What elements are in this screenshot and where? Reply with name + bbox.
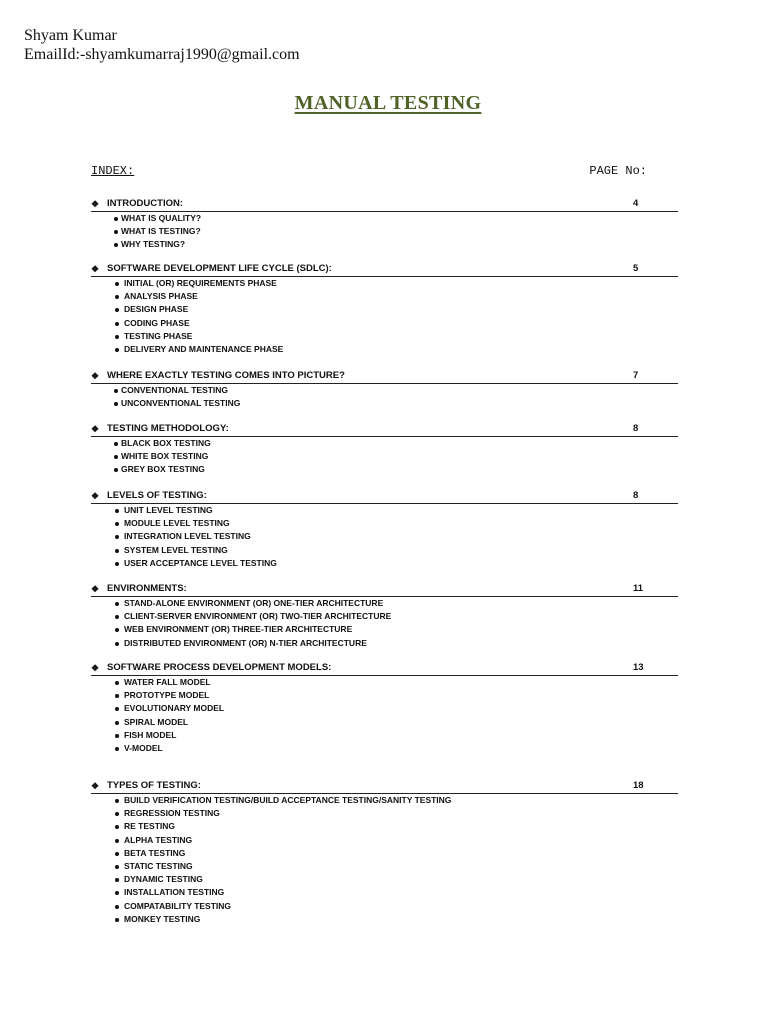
toc-section-page: 4 bbox=[633, 198, 639, 209]
toc-list-item[interactable] bbox=[91, 343, 678, 356]
bullet-dot-icon bbox=[115, 615, 119, 619]
toc-section bbox=[91, 198, 678, 252]
toc-list-item[interactable] bbox=[91, 597, 678, 610]
toc-section-title: SOFTWARE PROCESS DEVELOPMENT MODELS: bbox=[107, 662, 332, 673]
toc-list-item[interactable] bbox=[91, 637, 678, 650]
toc-section bbox=[91, 423, 678, 477]
toc-item-label: INSTALLATION TESTING bbox=[124, 887, 225, 898]
toc-item-label: BETA TESTING bbox=[124, 847, 186, 858]
bullet-dot-icon bbox=[115, 852, 119, 856]
toc-list-item[interactable] bbox=[91, 437, 678, 450]
toc-section-title: ENVIRONMENTS: bbox=[107, 583, 187, 594]
toc-section-heading[interactable] bbox=[91, 583, 678, 597]
toc-list-item[interactable] bbox=[91, 544, 678, 557]
toc-item-label: V-MODEL bbox=[124, 742, 163, 753]
author-email: EmailId:-shyamkumarraj1990@gmail.com bbox=[24, 46, 300, 63]
toc-list-item[interactable] bbox=[91, 450, 678, 463]
diamond-bullet-icon: ❖ bbox=[91, 264, 100, 274]
diamond-bullet-icon: ❖ bbox=[91, 199, 100, 209]
toc-item-label: SYSTEM LEVEL TESTING bbox=[124, 544, 228, 555]
toc-section bbox=[91, 370, 678, 410]
toc-list-item[interactable] bbox=[91, 225, 678, 238]
toc-list-item[interactable] bbox=[91, 557, 678, 570]
toc-section-title: LEVELS OF TESTING: bbox=[107, 490, 207, 501]
toc-section-page: 7 bbox=[633, 370, 639, 381]
index-header bbox=[91, 164, 647, 178]
toc-item-label: DYNAMIC TESTING bbox=[124, 874, 203, 885]
bullet-dot-icon bbox=[115, 721, 119, 725]
toc-item-label: MONKEY TESTING bbox=[124, 913, 201, 924]
bullet-dot-icon bbox=[115, 335, 119, 339]
bullet-dot-icon bbox=[115, 905, 119, 909]
bullet-dot-icon bbox=[115, 522, 119, 526]
bullet-dot-icon bbox=[115, 734, 119, 738]
toc-section-heading[interactable] bbox=[91, 263, 678, 277]
toc-section bbox=[91, 662, 678, 755]
diamond-bullet-icon: ❖ bbox=[91, 584, 100, 594]
toc-section-title: INTRODUCTION: bbox=[107, 198, 183, 209]
toc-list-item[interactable] bbox=[91, 886, 678, 899]
toc-list-item[interactable] bbox=[91, 794, 678, 807]
toc-item-label: STAND-ALONE ENVIRONMENT (OR) ONE-TIER ARCHITECTURE bbox=[124, 598, 384, 608]
bullet-dot-icon bbox=[115, 562, 119, 566]
toc-list-item[interactable] bbox=[91, 873, 678, 886]
toc-list-item[interactable] bbox=[91, 860, 678, 873]
toc-item-list bbox=[91, 597, 678, 650]
toc-section bbox=[91, 780, 678, 926]
toc-list-item[interactable] bbox=[91, 238, 678, 251]
page-no-label: PAGE No: bbox=[589, 164, 647, 178]
toc-list-item[interactable] bbox=[91, 807, 678, 820]
index-label: INDEX: bbox=[91, 164, 135, 178]
toc-list-item[interactable] bbox=[91, 463, 678, 476]
toc-list-item[interactable] bbox=[91, 517, 678, 530]
bullet-dot-icon bbox=[115, 865, 119, 869]
toc-item-label: INTEGRATION LEVEL TESTING bbox=[124, 531, 251, 542]
toc-item-label: WHY TESTING? bbox=[121, 239, 186, 250]
toc-list-item[interactable] bbox=[91, 330, 678, 343]
toc-list-item[interactable] bbox=[91, 317, 678, 330]
toc-item-label: DESIGN PHASE bbox=[124, 304, 189, 315]
bullet-dot-icon bbox=[115, 707, 119, 711]
toc-item-label: MODULE LEVEL TESTING bbox=[124, 518, 230, 529]
toc-item-label: UNCONVENTIONAL TESTING bbox=[121, 398, 241, 409]
toc-section-page: 8 bbox=[633, 423, 639, 434]
toc-item-label: SPIRAL MODEL bbox=[124, 716, 189, 727]
bullet-dot-icon bbox=[115, 747, 119, 751]
toc-list-item[interactable] bbox=[91, 702, 678, 715]
bullet-dot-icon bbox=[114, 389, 118, 393]
bullet-dot-icon bbox=[115, 322, 119, 326]
toc-list-item[interactable] bbox=[91, 676, 678, 689]
diamond-bullet-icon: ❖ bbox=[91, 781, 100, 791]
toc-list-item[interactable] bbox=[91, 716, 678, 729]
bullet-dot-icon bbox=[115, 535, 119, 539]
toc-item-label: FISH MODEL bbox=[124, 729, 177, 740]
toc-item-label: ANALYSIS PHASE bbox=[124, 291, 198, 302]
toc-item-label: DISTRIBUTED ENVIRONMENT (OR) N-TIER ARCHITECTURE bbox=[124, 637, 367, 648]
toc-list-item[interactable] bbox=[91, 530, 678, 543]
toc-item-list bbox=[91, 384, 678, 410]
toc-list-item[interactable] bbox=[91, 504, 678, 517]
toc-list-item[interactable] bbox=[91, 397, 678, 410]
toc-list-item[interactable] bbox=[91, 290, 678, 303]
toc-item-label: CONVENTIONAL TESTING bbox=[121, 385, 229, 395]
bullet-dot-icon bbox=[115, 295, 119, 299]
author-name: Shyam Kumar bbox=[24, 27, 117, 44]
toc-list-item[interactable] bbox=[91, 623, 678, 636]
toc-item-label: INITIAL (OR) REQUIREMENTS PHASE bbox=[124, 278, 277, 288]
toc-section bbox=[91, 490, 678, 570]
toc-section-page: 13 bbox=[633, 662, 644, 673]
toc-list-item[interactable] bbox=[91, 303, 678, 316]
toc-section-heading[interactable] bbox=[91, 780, 678, 794]
toc-item-label: WHITE BOX TESTING bbox=[121, 451, 209, 462]
toc-item-label: BLACK BOX TESTING bbox=[121, 438, 211, 448]
toc-list-item[interactable] bbox=[91, 277, 678, 290]
toc-item-label: ALPHA TESTING bbox=[124, 834, 193, 845]
bullet-dot-icon bbox=[115, 812, 119, 816]
bullet-dot-icon bbox=[115, 694, 119, 698]
toc-section-page: 5 bbox=[633, 263, 639, 274]
toc-section-heading[interactable] bbox=[91, 370, 678, 384]
toc-list-item[interactable] bbox=[91, 847, 678, 860]
bullet-dot-icon bbox=[114, 217, 118, 221]
toc-item-label: WEB ENVIRONMENT (OR) THREE-TIER ARCHITECTURE bbox=[124, 624, 353, 635]
toc-item-label: RE TESTING bbox=[124, 821, 176, 832]
document-title: MANUAL TESTING bbox=[294, 92, 482, 114]
toc-section-page: 8 bbox=[633, 490, 639, 501]
toc-list-item[interactable] bbox=[91, 900, 678, 913]
bullet-dot-icon bbox=[115, 509, 119, 513]
bullet-dot-icon bbox=[115, 681, 119, 685]
bullet-dot-icon bbox=[114, 442, 118, 446]
toc-list-item[interactable] bbox=[91, 742, 678, 755]
toc-section bbox=[91, 263, 678, 356]
bullet-dot-icon bbox=[115, 891, 119, 895]
toc-item-label: STATIC TESTING bbox=[124, 860, 193, 871]
toc-item-label: CLIENT-SERVER ENVIRONMENT (OR) TWO-TIER ARCHITECTURE bbox=[124, 611, 392, 622]
diamond-bullet-icon: ❖ bbox=[91, 663, 100, 673]
toc-item-list bbox=[91, 504, 678, 570]
toc-item-label: REGRESSION TESTING bbox=[124, 808, 220, 819]
bullet-dot-icon bbox=[114, 468, 118, 472]
toc-list-item[interactable] bbox=[91, 610, 678, 623]
toc-section-title: TYPES OF TESTING: bbox=[107, 780, 201, 791]
toc-item-label: WHAT IS QUALITY? bbox=[121, 213, 202, 223]
toc-item-label: PROTOTYPE MODEL bbox=[124, 690, 210, 701]
toc-list-item[interactable] bbox=[91, 729, 678, 742]
toc-item-list bbox=[91, 676, 678, 755]
toc-item-list bbox=[91, 437, 678, 477]
toc-item-label: USER ACCEPTANCE LEVEL TESTING bbox=[124, 557, 277, 568]
toc-section-title: WHERE EXACTLY TESTING COMES INTO PICTURE? bbox=[107, 370, 345, 381]
toc-item-list bbox=[91, 277, 678, 356]
toc-item-label: WHAT IS TESTING? bbox=[121, 226, 201, 237]
toc-item-label: DELIVERY AND MAINTENANCE PHASE bbox=[124, 343, 284, 354]
toc-section-heading[interactable] bbox=[91, 662, 678, 676]
toc-section-page: 11 bbox=[633, 583, 644, 594]
toc-item-label: CODING PHASE bbox=[124, 317, 190, 328]
bullet-dot-icon bbox=[115, 799, 119, 803]
toc-item-label: TESTING PHASE bbox=[124, 330, 193, 341]
toc-section-heading[interactable] bbox=[91, 423, 678, 437]
toc-item-label: BUILD VERIFICATION TESTING/BUILD ACCEPTANCE TESTING/SANITY TESTING bbox=[124, 795, 452, 805]
toc-list-item[interactable] bbox=[91, 384, 678, 397]
toc-section-page: 18 bbox=[633, 780, 644, 791]
toc-list-item[interactable] bbox=[91, 820, 678, 833]
diamond-bullet-icon: ❖ bbox=[91, 491, 100, 501]
toc-item-label: WATER FALL MODEL bbox=[124, 677, 211, 687]
bullet-dot-icon bbox=[114, 455, 118, 459]
toc-section-heading[interactable] bbox=[91, 198, 678, 212]
bullet-dot-icon bbox=[115, 918, 119, 922]
bullet-dot-icon bbox=[115, 839, 119, 843]
diamond-bullet-icon: ❖ bbox=[91, 371, 100, 381]
toc-item-label: UNIT LEVEL TESTING bbox=[124, 505, 213, 515]
bullet-dot-icon bbox=[115, 549, 119, 553]
toc-list-item[interactable] bbox=[91, 212, 678, 225]
bullet-dot-icon bbox=[115, 602, 119, 606]
bullet-dot-icon bbox=[115, 628, 119, 632]
diamond-bullet-icon: ❖ bbox=[91, 424, 100, 434]
toc-section-title: TESTING METHODOLOGY: bbox=[107, 423, 229, 434]
toc-section-title: SOFTWARE DEVELOPMENT LIFE CYCLE (SDLC): bbox=[107, 263, 332, 274]
bullet-dot-icon bbox=[114, 230, 118, 234]
toc-section-heading[interactable] bbox=[91, 490, 678, 504]
toc-section bbox=[91, 583, 678, 650]
bullet-dot-icon bbox=[115, 282, 119, 286]
author-block bbox=[24, 26, 300, 64]
toc-item-list bbox=[91, 212, 678, 252]
bullet-dot-icon bbox=[115, 878, 119, 882]
bullet-dot-icon bbox=[115, 825, 119, 829]
bullet-dot-icon bbox=[115, 348, 119, 352]
toc-item-label: GREY BOX TESTING bbox=[121, 464, 205, 475]
bullet-dot-icon bbox=[114, 402, 118, 406]
bullet-dot-icon bbox=[114, 243, 118, 247]
toc-item-list bbox=[91, 794, 678, 926]
toc-list-item[interactable] bbox=[91, 913, 678, 926]
toc-item-label: EVOLUTIONARY MODEL bbox=[124, 703, 225, 714]
bullet-dot-icon bbox=[115, 308, 119, 312]
toc-item-label: COMPATABILITY TESTING bbox=[124, 900, 232, 911]
toc-list-item[interactable] bbox=[91, 834, 678, 847]
toc-list-item[interactable] bbox=[91, 689, 678, 702]
bullet-dot-icon bbox=[115, 642, 119, 646]
